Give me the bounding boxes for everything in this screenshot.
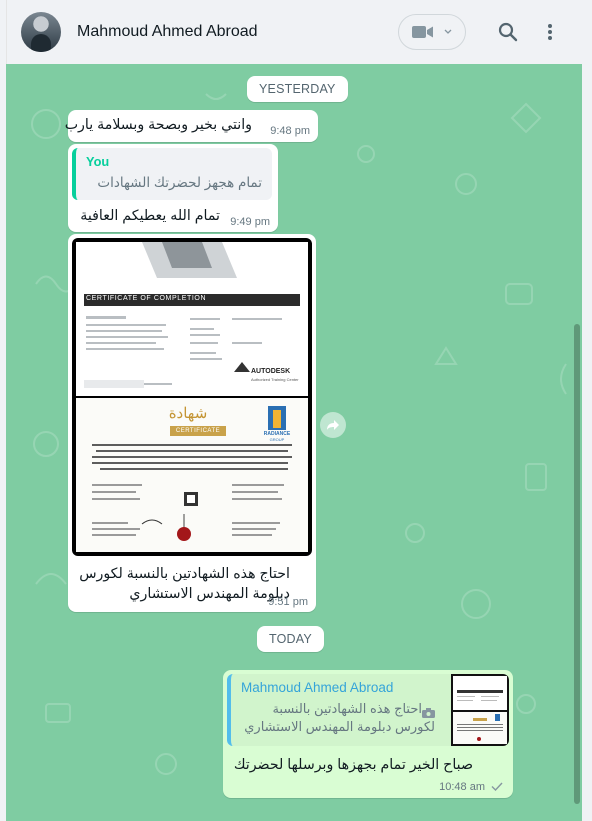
forward-button[interactable]	[320, 412, 346, 438]
message-time: 9:48 pm	[270, 125, 310, 137]
message-text: صباح الخير تمام بجهزها وبرسلها لحضرتك	[233, 757, 473, 773]
quoted-author: Mahmoud Ahmed Abroad	[241, 680, 394, 695]
incoming-message-reply[interactable]	[68, 144, 278, 232]
quoted-text: تمام هجهز لحضرتك الشهادات	[97, 175, 262, 190]
date-separator-yesterday: YESTERDAY	[247, 76, 348, 102]
quoted-text: احتاج هذه الشهادتين بالنسبة لكورس دبلومة المهندس الاستشاري	[244, 701, 435, 734]
chat-messages-panel[interactable]	[6, 64, 582, 821]
quoted-author: You	[86, 154, 110, 169]
outgoing-message-reply[interactable]	[223, 670, 513, 798]
search-button[interactable]	[490, 14, 526, 50]
message-text: وانتي بخير وبصحة وبسلامة يارب	[64, 117, 252, 133]
message-time: 9:51 pm	[268, 596, 308, 608]
message-text: احتاج هذه الشهادتين بالنسبة لكورس دبلومة المهندس الاستشاري	[79, 566, 290, 602]
quoted-image-thumbnail	[451, 674, 509, 746]
message-time: 9:49 pm	[230, 216, 270, 228]
quoted-message[interactable]	[72, 148, 272, 200]
quoted-message[interactable]	[227, 674, 509, 746]
video-call-button[interactable]	[398, 14, 466, 50]
chat-scrollbar[interactable]	[574, 64, 582, 821]
message-time: 10:48 am	[439, 781, 485, 793]
radiance-brand-sub: GROUP	[269, 437, 285, 442]
certificate-brand: AUTODESK	[251, 368, 291, 375]
certificate-ribbon: CERTIFICATE	[175, 428, 221, 434]
contact-avatar[interactable]	[21, 12, 61, 52]
contact-name[interactable]: Mahmoud Ahmed Abroad	[77, 23, 258, 40]
incoming-image-message[interactable]	[68, 234, 316, 612]
certificate-brand-sub: Authorized Training Center	[251, 377, 299, 382]
menu-button[interactable]	[532, 14, 568, 50]
date-separator-today: TODAY	[257, 626, 324, 652]
certificate-arabic-title: شهادة	[168, 404, 208, 422]
radiance-brand: RADIANCE	[263, 431, 291, 437]
video-camera-icon	[412, 25, 434, 39]
message-text: تمام الله يعطيكم العافية	[80, 208, 220, 224]
camera-icon	[422, 705, 435, 715]
certificate-image[interactable]	[72, 238, 312, 556]
chat-header	[6, 0, 582, 64]
chat-scrollbar-thumb[interactable]	[574, 324, 580, 804]
incoming-message[interactable]	[64, 110, 318, 142]
single-check-icon	[491, 782, 503, 791]
forward-icon	[326, 419, 340, 431]
kebab-menu-icon	[547, 23, 553, 41]
chevron-down-icon	[444, 29, 452, 35]
search-icon	[498, 22, 518, 42]
certificate-banner: CERTIFICATE OF COMPLETION	[86, 295, 207, 302]
